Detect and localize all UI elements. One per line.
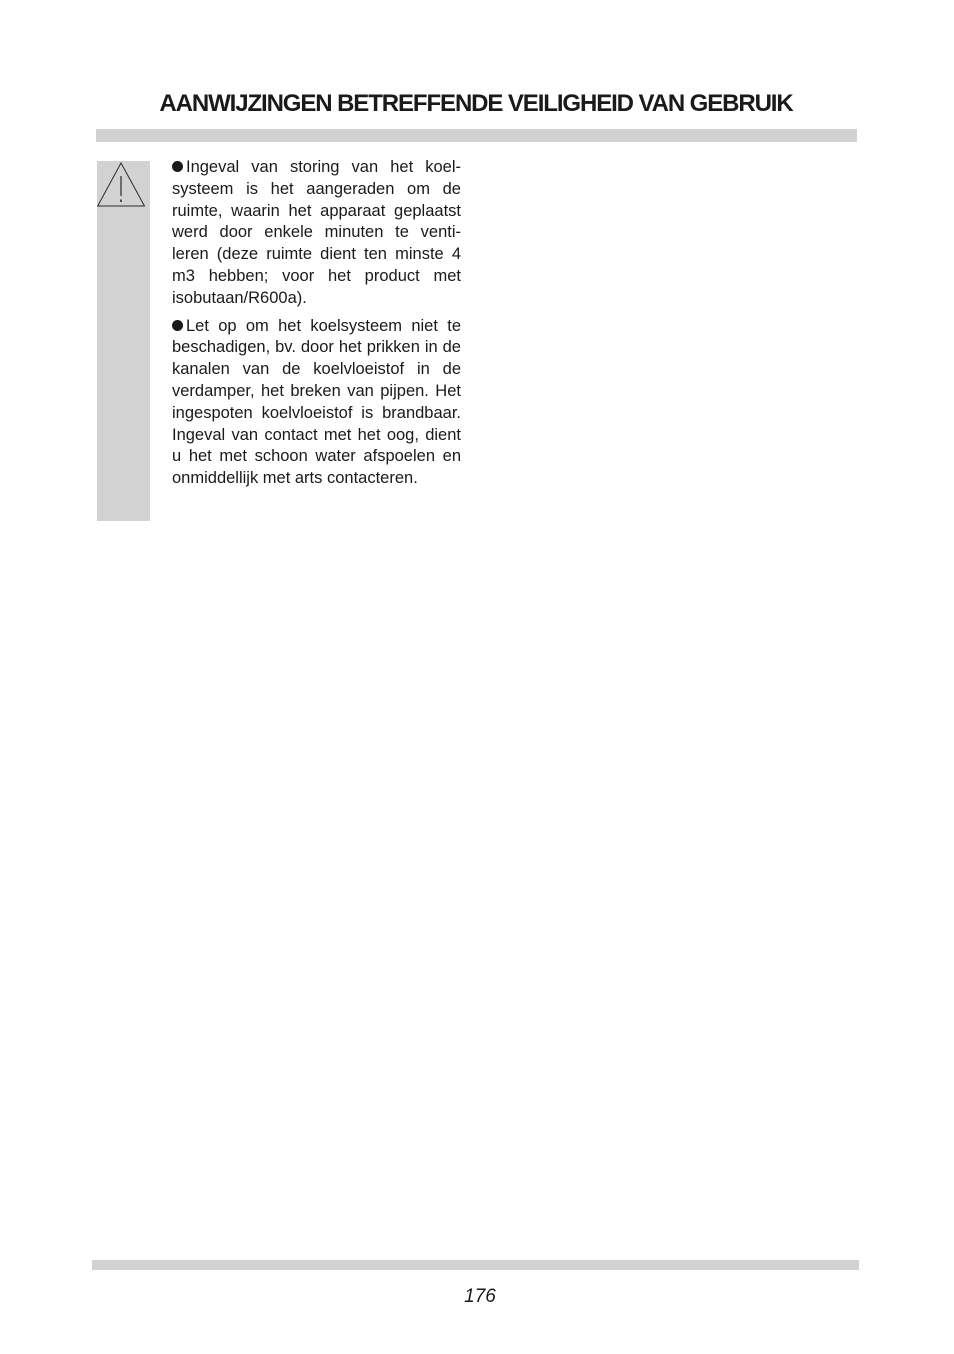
footer-divider xyxy=(92,1260,859,1270)
instruction-paragraph xyxy=(172,157,461,310)
page-number: 176 xyxy=(464,1286,496,1307)
paragraph-text: Ingeval van storing van het koel-systeem is het aangeraden om de ruimte, waarin het apparaat geplaatst werd door enkele minuten te venti-leren (deze ruimte dient ten minste 4 m3 hebben; voor het product met isobutaan/R600a). xyxy=(172,158,461,307)
title-divider xyxy=(96,129,857,142)
warning-sidebar xyxy=(97,161,150,521)
paragraph-text: Let op om het koelsysteem niet te beschadigen, bv. door het prikken in de kanalen van de koelvloeistof in de verdamper, het breken van pijpen. Het ingespoten koelvloeistof is brandbaar. Ingeval van contact met het oog, dient u het met schoon water afspoelen en onmiddellijk met arts contacteren. xyxy=(172,316,461,488)
safety-instructions xyxy=(172,157,461,496)
warning-triangle-icon xyxy=(97,161,150,211)
page-title: AANWIJZINGEN BETREFFENDE VEILIGHEID VAN GEBRUIK xyxy=(159,90,793,117)
instruction-paragraph xyxy=(172,316,461,490)
bullet-icon xyxy=(172,161,183,172)
bullet-icon xyxy=(172,320,183,331)
